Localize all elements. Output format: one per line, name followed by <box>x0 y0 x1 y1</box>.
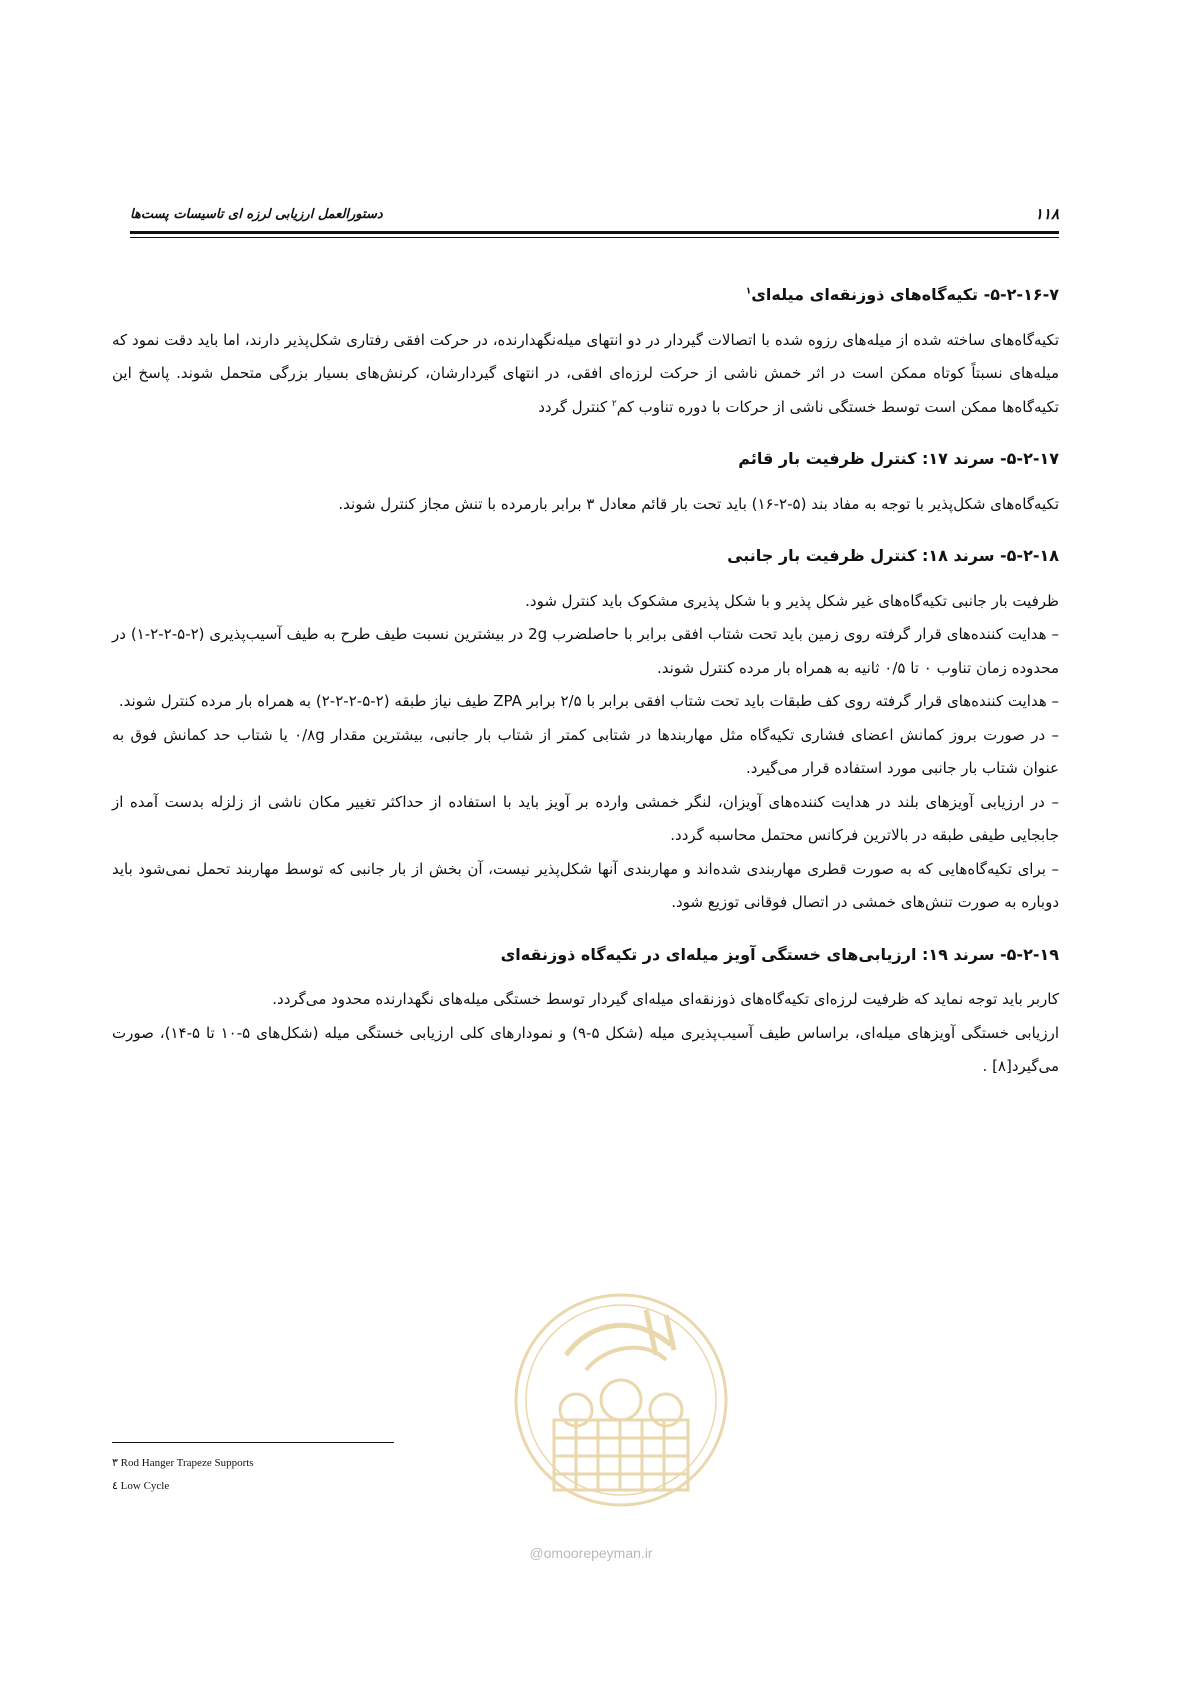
document-title: دستورالعمل ارزیابی لرزه ای تاسیسات پست‌ها <box>130 206 383 222</box>
paragraph: تکیه‌گاه‌های ساخته شده از میله‌های رزوه شده با اتصالات گیردار در دو انتهای میله‌نگهدارنده، در حرکت افقی رفتاری شکل‌پذیر دارند، اما باید دقت نمود که میله‌های نسبتاً کوتاه ممکن است در اثر خمش ناشی از حرکت لرزه‌ای افقی، در انتهای گیردارشان، کرنش‌های بسیار بزرگی متحمل شوند. پاسخ این تکیه‌گاه‌ها ممکن است توسط خستگی ناشی از حرکات با دوره تناوب کم$^۲$ کنترل گردد <box>112 330 1059 416</box>
omoorepeyman-seal-icon <box>496 1260 746 1560</box>
paragraph: – برای تکیه‌گاه‌هایی که به صورت قطری مهاربندی شده‌اند و مهاربندی آنها شکل‌پذیر نیست، آن بخش از بار جانبی که توسط مهاربند تحمل نمی‌شود باید دوباره به صورت تنش‌های خمشی در اتصال فوقانی توزیع شود. <box>112 859 1059 911</box>
footnote-rule <box>112 1442 394 1443</box>
paragraph: – هدایت کننده‌های قرار گرفته روی زمین باید تحت شتاب افقی برابر با حاصلضرب 2g در بیشترین نسبت طیف طرح به طیف آسیب‌پذیری (۲-۵-۲-۲-۱) در محدوده زمان تناوب ۰ تا ۰/۵ ثانیه به همراه بار مرده کنترل شوند. <box>112 625 1059 677</box>
running-header <box>130 203 1059 225</box>
footnote: ٣ Rod Hanger Trapeze Supports <box>112 1457 254 1469</box>
paragraph: کاربر باید توجه نماید که ظرفیت لرزه‌ای تکیه‌گاه‌های ذوزنقه‌ای میله‌ای گیردار توسط خستگی میله‌های نگهدارنده محدود می‌گردد. <box>272 990 1059 1008</box>
paragraph: – در صورت بروز کمانش اعضای فشاری تکیه‌گاه مثل مهاربندها در شتابی کمتر از شتاب بار جانبی، بیشترین مقدار ۰/۸g یا شتاب حد کمانش فوق به عنوان شتاب بار جانبی مورد استفاده قرار می‌گیرد. <box>112 725 1059 777</box>
paragraph: ظرفیت بار جانبی تکیه‌گاه‌های غیر شکل پذیر و با شکل پذیری مشکوک باید کنترل شود. <box>525 591 1059 610</box>
paragraph: – در ارزیابی آویزهای بلند در هدایت کننده‌های آویزان، لنگر خمشی وارده بر آویز باید با استفاده از حداکثر تغییر مکان ناشی از زلزله بدست آمده از جابجایی طیفی طبقه در بالاترین فرکانس محتمل محاسبه گردد. <box>112 792 1059 844</box>
watermark-url: @omoorepeyman.ir <box>529 1545 653 1561</box>
section-heading: ۵-۲-۱۷- سرند ۱۷: کنترل ظرفیت بار قائم <box>738 449 1059 468</box>
page-number: ۱۱۸ <box>1034 205 1059 223</box>
paragraph: تکیه‌گاه‌های شکل‌پذیر با توجه به مفاد بند (۵-۲-۱۶) باید تحت بار قائم معادل ۳ برابر بارمرده با تنش مجاز کنترل شوند. <box>338 494 1059 513</box>
body-content <box>112 278 1059 1084</box>
paragraph: ارزیابی خستگی آویزهای میله‌ای، براساس طیف آسیب‌پذیری میله (شکل ۵-۹) و نمودارهای کلی ارزیابی خستگی میله (شکل‌های ۵-۱۰ تا ۵-۱۴)، صورت می‌گیرد[۸] . <box>112 1023 1060 1075</box>
footnotes <box>112 1452 512 1498</box>
section-heading: ۵-۲-۱۶-۷- تکیه‌گاه‌های ذوزنقه‌ای میله‌ای$^۱$ <box>745 285 1059 304</box>
section-heading: ۵-۲-۱۸- سرند ۱۸: کنترل ظرفیت بار جانبی <box>727 546 1059 565</box>
footnote: ٤ Low Cycle <box>112 1480 170 1492</box>
paragraph: – هدایت کننده‌های قرار گرفته روی کف طبقات باید تحت شتاب افقی برابر با ۲/۵ برابر ZPA طیف نیاز طبقه (۲-۵-۲-۲-۲) به همراه بار مرده کنترل شوند. <box>118 692 1059 710</box>
section-heading: ۵-۲-۱۹- سرند ۱۹: ارزیابی‌های خستگی آویز میله‌ای در تکیه‌گاه ذوزنقه‌ای <box>500 944 1059 964</box>
header-rule-thin <box>130 237 1059 238</box>
footnote-ref: ۱ <box>745 286 752 297</box>
footnote-ref: ۲ <box>611 398 617 409</box>
header-rule-thick <box>130 231 1059 234</box>
